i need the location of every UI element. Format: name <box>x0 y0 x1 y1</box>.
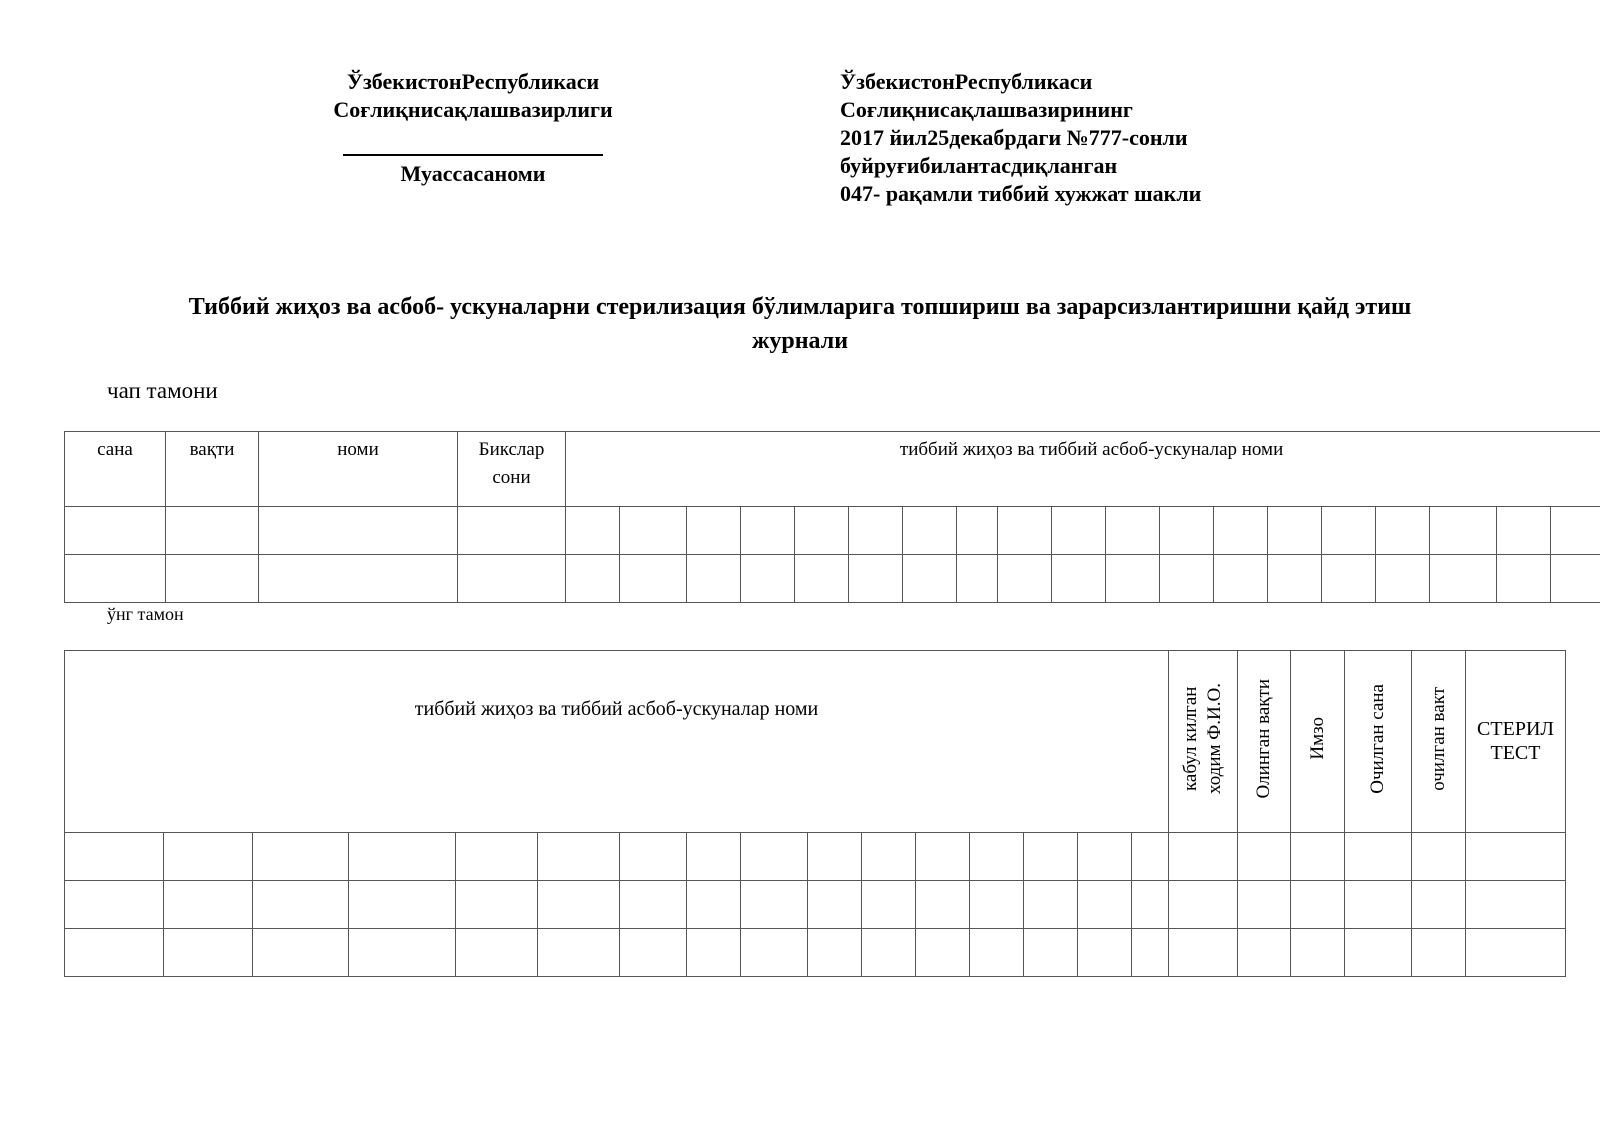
table-cell[interactable] <box>903 555 957 603</box>
table-cell[interactable] <box>1024 881 1078 929</box>
table-row <box>65 833 1566 881</box>
col-signature-label: Имзо <box>1306 717 1328 760</box>
approval-line-3: 2017 йил25декабрдаги №777-сонли <box>840 125 1188 150</box>
table-cell[interactable] <box>1412 881 1466 929</box>
col-steril-test <box>1466 651 1566 833</box>
table-row <box>65 555 1600 603</box>
table-cell[interactable] <box>1322 555 1376 603</box>
table-cell[interactable] <box>741 929 808 977</box>
approval-line-4: буйруғибилантасдиқланган <box>840 153 1118 178</box>
col-equipment-names: тиббий жиҳоз ва тиббий асбоб-ускуналар номи <box>566 432 1600 507</box>
approval-line-5: 047- рақамли тиббий хужжат шакли <box>840 181 1202 206</box>
steril-test-line-2: ТЕСТ <box>1490 742 1541 764</box>
right-side-table <box>64 650 1566 977</box>
table-cell[interactable] <box>957 555 998 603</box>
table-cell[interactable] <box>1412 833 1466 881</box>
table-cell[interactable] <box>1078 929 1132 977</box>
table-cell[interactable] <box>1376 507 1430 555</box>
table-cell[interactable] <box>970 881 1024 929</box>
col-opened-time <box>1412 651 1466 833</box>
title-line-1: Тиббий жиҳоз ва асбоб- ускуналарни стерилизация бўлимларига топшириш ва зарарсизлантиришни қайд этиш <box>188 294 1412 320</box>
table-cell[interactable] <box>620 833 687 881</box>
table-cell[interactable] <box>970 929 1024 977</box>
table-cell[interactable] <box>1345 929 1412 977</box>
table-cell[interactable] <box>1106 507 1160 555</box>
table-cell[interactable] <box>998 555 1052 603</box>
table-header-row <box>65 651 1566 833</box>
table-cell[interactable] <box>253 833 349 881</box>
table-cell[interactable] <box>1214 507 1268 555</box>
table-cell[interactable] <box>1466 833 1566 881</box>
table-cell[interactable] <box>741 555 795 603</box>
table-cell[interactable] <box>259 507 458 555</box>
document-title <box>80 290 1520 358</box>
col-opened-date-label: Очилган сана <box>1367 683 1388 794</box>
table-cell[interactable] <box>1052 507 1106 555</box>
table-cell[interactable] <box>164 929 253 977</box>
table-cell[interactable] <box>1551 507 1600 555</box>
table-cell[interactable] <box>65 881 164 929</box>
table-cell[interactable] <box>1132 881 1169 929</box>
table-cell[interactable] <box>1497 507 1551 555</box>
table-cell[interactable] <box>349 833 456 881</box>
table-cell[interactable] <box>1238 929 1291 977</box>
table-cell[interactable] <box>1345 881 1412 929</box>
table-cell[interactable] <box>1238 881 1291 929</box>
table-cell[interactable] <box>903 507 957 555</box>
table-cell[interactable] <box>1466 929 1566 977</box>
table-cell[interactable] <box>566 507 620 555</box>
col-time: вақти <box>166 432 259 507</box>
table-cell[interactable] <box>1376 555 1430 603</box>
col-date: сана <box>65 432 166 507</box>
table-header-row <box>65 432 1600 507</box>
table-cell[interactable] <box>458 555 566 603</box>
table-cell[interactable] <box>65 929 164 977</box>
table-cell[interactable] <box>1322 507 1376 555</box>
table-cell[interactable] <box>687 555 741 603</box>
left-side-label: чап тамони <box>107 378 218 403</box>
left-side-table <box>64 431 1600 603</box>
table-cell[interactable] <box>916 881 970 929</box>
table-cell[interactable] <box>849 507 903 555</box>
table-cell[interactable] <box>970 833 1024 881</box>
table-cell[interactable] <box>998 507 1052 555</box>
institution-name-label: Муассасаноми <box>400 161 546 186</box>
institution-name-line <box>343 154 603 156</box>
table-cell[interactable] <box>1132 833 1169 881</box>
table-cell[interactable] <box>65 833 164 881</box>
table-cell[interactable] <box>808 929 862 977</box>
table-cell[interactable] <box>538 929 620 977</box>
table-cell[interactable] <box>1430 507 1497 555</box>
table-cell[interactable] <box>456 929 538 977</box>
table-cell[interactable] <box>795 507 849 555</box>
table-cell[interactable] <box>65 555 166 603</box>
table-cell[interactable] <box>166 507 259 555</box>
table-cell[interactable] <box>620 507 687 555</box>
table-cell[interactable] <box>1268 555 1322 603</box>
table-row <box>65 929 1566 977</box>
col-name: номи <box>259 432 458 507</box>
table-cell[interactable] <box>741 507 795 555</box>
table-cell[interactable] <box>1497 555 1551 603</box>
table-cell[interactable] <box>458 507 566 555</box>
table-cell[interactable] <box>1291 929 1345 977</box>
table-cell[interactable] <box>1106 555 1160 603</box>
table-cell[interactable] <box>687 833 741 881</box>
col-received-time <box>1238 651 1291 833</box>
table-cell[interactable] <box>349 881 456 929</box>
table-cell[interactable] <box>259 555 458 603</box>
ministry-name: Соғлиқнисақлашвазирлиги <box>333 97 613 122</box>
table-cell[interactable] <box>1268 507 1322 555</box>
table-cell[interactable] <box>349 929 456 977</box>
table-cell[interactable] <box>1160 507 1214 555</box>
table-cell[interactable] <box>164 881 253 929</box>
table-row <box>65 881 1566 929</box>
table-cell[interactable] <box>849 555 903 603</box>
table-cell[interactable] <box>687 507 741 555</box>
received-by-line-1: кабул килган <box>1180 686 1201 791</box>
table-cell[interactable] <box>1466 881 1566 929</box>
table-cell[interactable] <box>741 833 808 881</box>
table-cell[interactable] <box>1238 833 1291 881</box>
title-line-2: журнали <box>751 328 849 354</box>
table-cell[interactable] <box>164 833 253 881</box>
col-received-by-label <box>1179 683 1227 794</box>
table-cell[interactable] <box>65 507 166 555</box>
table-cell[interactable] <box>1291 833 1345 881</box>
table-cell[interactable] <box>1024 929 1078 977</box>
table-cell[interactable] <box>1078 833 1132 881</box>
table-cell[interactable] <box>808 833 862 881</box>
col-opened-time-label: очилган вакт <box>1427 686 1449 791</box>
table-cell[interactable] <box>1551 555 1600 603</box>
table-cell[interactable] <box>620 555 687 603</box>
table-cell[interactable] <box>1024 833 1078 881</box>
country-name: ЎзбекистонРеспубликаси <box>346 69 600 94</box>
table-cell[interactable] <box>1214 555 1268 603</box>
table-cell[interactable] <box>795 555 849 603</box>
table-cell[interactable] <box>456 881 538 929</box>
table-cell[interactable] <box>1132 929 1169 977</box>
table-cell[interactable] <box>1412 929 1466 977</box>
table-cell[interactable] <box>620 929 687 977</box>
table-cell[interactable] <box>1160 555 1214 603</box>
table-cell[interactable] <box>456 833 538 881</box>
table-cell[interactable] <box>538 833 620 881</box>
table-cell[interactable] <box>1430 555 1497 603</box>
table-cell[interactable] <box>1052 555 1106 603</box>
table-cell[interactable] <box>862 929 916 977</box>
table-row <box>65 507 1600 555</box>
table-cell[interactable] <box>1169 929 1238 977</box>
table-cell[interactable] <box>620 881 687 929</box>
table-cell[interactable] <box>1169 833 1238 881</box>
table-cell[interactable] <box>862 833 916 881</box>
col-received-time-label: Олинган вақти <box>1253 678 1274 799</box>
right-side-label: ўнг тамон <box>107 604 184 624</box>
col-equipment-names: тиббий жиҳоз ва тиббий асбоб-ускуналар номи <box>65 651 1169 833</box>
approval-line-2: Соғлиқнисақлашвазирининг <box>840 97 1133 122</box>
table-cell[interactable] <box>687 881 741 929</box>
table-cell[interactable] <box>916 833 970 881</box>
table-cell[interactable] <box>1291 881 1345 929</box>
table-cell[interactable] <box>916 929 970 977</box>
table-cell[interactable] <box>1169 881 1238 929</box>
table-cell[interactable] <box>862 881 916 929</box>
col-signature <box>1291 651 1345 833</box>
table-cell[interactable] <box>687 929 741 977</box>
col-opened-date <box>1345 651 1412 833</box>
table-cell[interactable] <box>1345 833 1412 881</box>
table-cell[interactable] <box>253 881 349 929</box>
ministry-header <box>258 68 688 188</box>
table-cell[interactable] <box>538 881 620 929</box>
table-cell[interactable] <box>166 555 259 603</box>
approval-line-1: ЎзбекистонРеспубликаси <box>840 69 1093 94</box>
table-cell[interactable] <box>741 881 808 929</box>
table-cell[interactable] <box>808 881 862 929</box>
col-received-by <box>1169 651 1238 833</box>
table-cell[interactable] <box>1078 881 1132 929</box>
col-bix-count: Бикслар сони <box>458 432 566 507</box>
received-by-line-2: ходим Ф.И.О. <box>1204 682 1225 795</box>
table-cell[interactable] <box>957 507 998 555</box>
table-cell[interactable] <box>253 929 349 977</box>
table-cell[interactable] <box>566 555 620 603</box>
approval-header <box>840 68 1540 208</box>
steril-test-line-1: СТЕРИЛ <box>1477 718 1554 740</box>
